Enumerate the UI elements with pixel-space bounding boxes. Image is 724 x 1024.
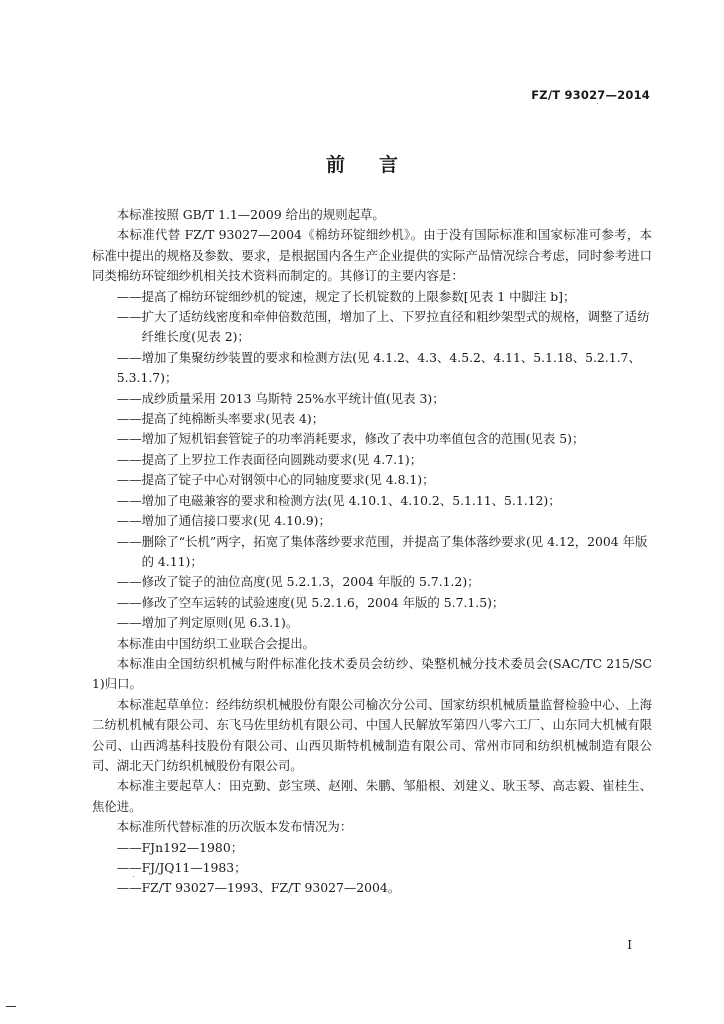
list-item: ——修改了锭子的油位高度(见 5.2.1.3，2004 年版的 5.7.1.2)；: [116, 574, 480, 590]
list-item: ——修改了空车运转的试验速度(见 5.2.1.6，2004 年版的 5.7.1.5)；: [116, 594, 505, 610]
scan-edge-mark: [6, 1006, 16, 1007]
paragraph-drafters: 本标准主要起草人：田克勤、彭宝瑛、赵刚、朱鹏、邹船根、刘建义、耿玉琴、高志毅、崔桂生、焦伦进。: [92, 778, 652, 814]
list-item: ——提高了上罗拉工作表面径向圆跳动要求(见 4.7.1)；: [116, 451, 423, 467]
paragraph-proposer: 本标准由中国纺织工业联合会提出。: [116, 635, 316, 651]
scan-speck: [597, 103, 598, 104]
list-item: ——删除了“长机”两字，拓宽了集体落纱要求范围，并提高了集体落纱要求(见 4.12，2004 年版的 4.11)；: [116, 533, 648, 569]
changes-list: [92, 287, 652, 634]
list-item: ——增加了集聚纺纱装置的要求和检测方法(见 4.1.2、4.3、4.5.2、4.11、5.1.18、5.2.1.7、5.3.1.7)；: [116, 349, 641, 386]
paragraph-administrator: 本标准由全国纺织机械与附件标准化技术委员会纺纱、染整机械分技术委员会(SAC/TC 215/SC 1)归口。: [92, 655, 652, 692]
paragraph-drafting-units: 本标准起草单位：经纬纺织机械股份有限公司榆次分公司、国家纺织机械质量监督检验中心、上海二纺机机械有限公司、东飞马佐里纺机有限公司、中国人民解放军第四八零六工厂、山东同大机械有限公司、山西鸿基科技股份有限公司、山西贝斯特机械制造有限公司、常州市同和纺织机械制造有限公司、湖北天门纺织机械股份有限公司。: [92, 696, 652, 773]
list-item: ——增加了通信接口要求(见 4.10.9)；: [116, 513, 331, 529]
list-item: ——FZ/T 93027—1993、FZ/T 93027—2004。: [116, 880, 401, 896]
list-item: ——扩大了适纺线密度和牵伸倍数范围，增加了上、下罗拉直径和粗纱架型式的规格，调整了适纺纤维长度(见表 2)；: [116, 309, 650, 345]
paragraph-history-intro: 本标准所代替标准的历次版本发布情况为：: [116, 819, 353, 835]
list-item: ——增加了短机铝套管锭子的功率消耗要求，修改了表中功率值包含的范围(见表 5)；: [116, 431, 585, 447]
list-item: ——提高了锭子中心对钢领中心的同轴度要求(见 4.8.1)；: [116, 472, 435, 488]
page-title: 前言: [325, 154, 432, 176]
list-item: ——FJn192—1980；: [116, 839, 244, 855]
page-number: I: [627, 938, 632, 952]
history-list: [92, 838, 652, 899]
list-item: ——增加了电磁兼容的要求和检测方法(见 4.10.1、4.10.2、5.1.11、5.1.12)；: [116, 492, 561, 508]
scan-speck: [133, 876, 134, 877]
list-item: ——FJ/JQ11—1983；: [116, 860, 247, 875]
paragraph-drafting-rule: 本标准按照 GB/T 1.1—2009 给出的规则起草。: [116, 207, 385, 222]
list-item: ——提高了棉纺环锭细纱机的锭速，规定了长机锭数的上限参数[见表 1 中脚注 b]；: [116, 288, 576, 304]
list-item: ——成纱质量采用 2013 乌斯特 25%水平统计值(见表 3)；: [116, 390, 445, 406]
list-item: ——提高了纯棉断头率要求(见表 4)；: [116, 411, 325, 427]
standard-code: FZ/T 93027—2014: [531, 88, 650, 102]
list-item: ——增加了判定原则(见 6.3.1)。: [116, 615, 299, 631]
foreword-body: [92, 205, 652, 899]
paragraph-replacement: 本标准代替 FZ/T 93027—2004《棉纺环锭细纱机》。由于没有国际标准和国家标准可参考，本标准中提出的规格及参数、要求，是根据国内各生产企业提供的实际产品情况综合考虑，同时参考进口同类棉纺环锭细纱机相关技术资料而制定的。其修订的主要内容是：: [92, 227, 652, 284]
